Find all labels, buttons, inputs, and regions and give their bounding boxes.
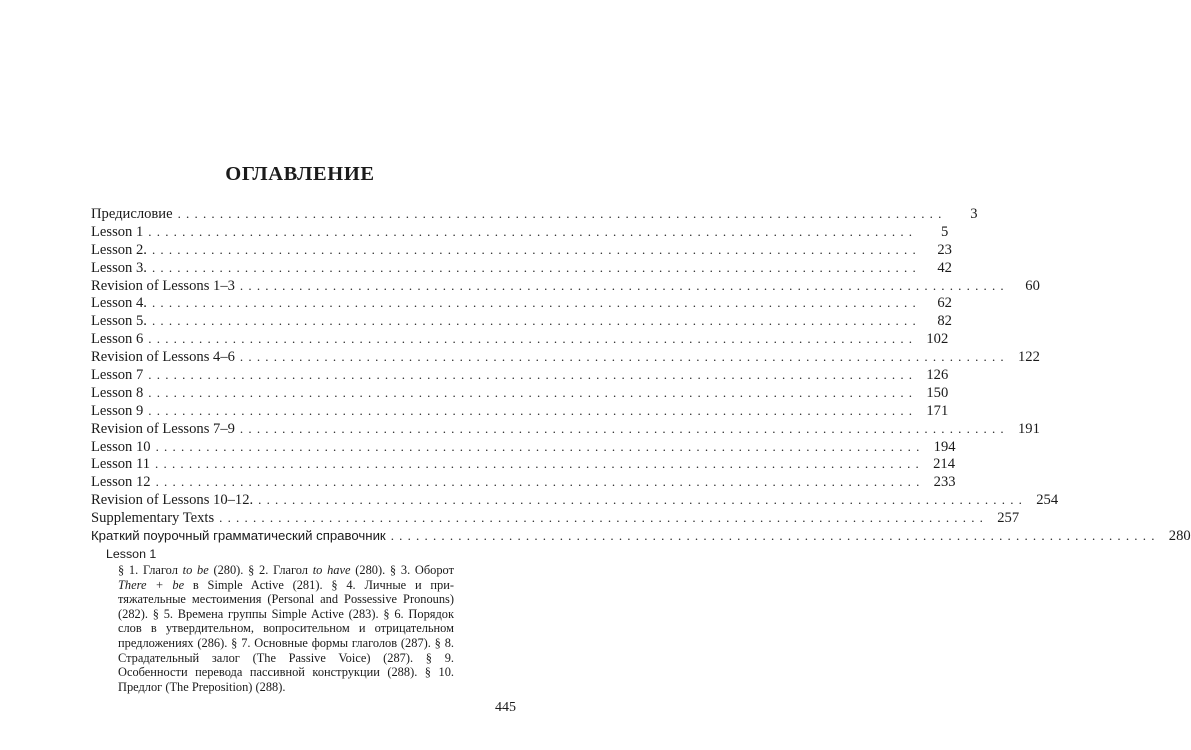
toc-entry-page: 102 xyxy=(926,331,949,348)
toc-entry-label: Lesson 10 xyxy=(91,438,151,455)
toc-entry-lesson-4[interactable] xyxy=(91,294,952,312)
toc-entry-lesson-12[interactable] xyxy=(91,473,956,491)
dot-leader: ........................................................................................... xyxy=(177,206,947,221)
detail-term-there-be: There + be xyxy=(118,577,185,592)
toc-entry-label: Revision of Lessons 4–6 xyxy=(91,349,235,366)
page-number: 445 xyxy=(495,700,516,715)
toc-entry-label: Lesson 12 xyxy=(91,474,151,491)
dot-leader: ........................................................................................... xyxy=(239,349,1009,365)
toc-entry-page: 214 xyxy=(933,456,955,473)
toc-entry-revision-10-12[interactable] xyxy=(91,491,1059,509)
toc-entry-page: 191 xyxy=(1017,420,1040,437)
detail-text-part: (280). § 3. Оборот xyxy=(350,563,454,577)
toc-entry-label: Lesson 7 xyxy=(91,367,144,384)
dot-leader: ........................................................................................... xyxy=(151,241,921,257)
toc-entry-page: 254 xyxy=(1036,492,1059,509)
dot-leader: ........................................................................................... xyxy=(151,259,921,275)
dot-leader: ........................................................................................... xyxy=(239,420,1009,436)
toc-entry-label: Lesson 8 xyxy=(91,384,144,401)
page-title: ОГЛАВЛЕНИЕ xyxy=(225,163,375,185)
toc-entry-lesson-6[interactable] xyxy=(91,330,949,348)
dot-leader: ........................................................................................... xyxy=(148,402,918,418)
toc-entry-label: Lesson 2. xyxy=(91,241,147,258)
toc-entry-label: Краткий поурочный грамматический справочник xyxy=(91,528,386,544)
dot-leader: ........................................................................................... xyxy=(151,295,921,311)
toc-entry-label: Предисловие xyxy=(91,206,173,222)
subsection-detail-text xyxy=(118,563,454,694)
toc-entry-label: Lesson 9 xyxy=(91,402,144,419)
toc-entry-page: 60 xyxy=(1025,277,1040,294)
toc-entry-page: 23 xyxy=(937,241,952,258)
toc-entry-revision-4-6[interactable] xyxy=(91,348,1040,366)
toc-entry-label: Lesson 1 xyxy=(91,223,144,240)
dot-leader: ........................................................................................... xyxy=(151,313,921,329)
toc-entry-label: Lesson 11 xyxy=(91,456,151,473)
toc-entry-page: 194 xyxy=(933,438,956,455)
toc-entry-label: Lesson 6 xyxy=(91,331,144,348)
toc-entry-preface[interactable] xyxy=(91,205,978,223)
detail-text-part: § 1. Глагол xyxy=(118,563,183,577)
dot-leader: ........................................................................................... xyxy=(239,277,1009,293)
dot-leader: ........................................................................................... xyxy=(148,367,918,383)
toc-entry-label: Lesson 3. xyxy=(91,259,147,276)
toc-entry-lesson-2[interactable] xyxy=(91,241,952,259)
table-of-contents xyxy=(91,205,1191,545)
dot-leader: ........................................................................................... xyxy=(219,510,989,526)
toc-entry-lesson-7[interactable] xyxy=(91,366,949,384)
dot-leader: ........................................................................................... xyxy=(148,223,918,239)
detail-term-to-have: to have xyxy=(312,563,351,577)
toc-entry-page: 257 xyxy=(997,510,1020,527)
toc-entry-page: 233 xyxy=(933,474,956,491)
toc-entry-lesson-11[interactable] xyxy=(91,455,955,473)
toc-entry-lesson-10[interactable] xyxy=(91,438,956,456)
detail-text-part: (280). § 2. Глагол xyxy=(208,563,313,577)
toc-entry-page: 5 xyxy=(940,223,949,240)
toc-entry-page: 82 xyxy=(937,313,952,330)
toc-entry-revision-7-9[interactable] xyxy=(91,420,1040,438)
dot-leader: ........................................................................................... xyxy=(258,492,1028,508)
toc-entry-page: 150 xyxy=(926,384,949,401)
toc-entry-page: 122 xyxy=(1017,349,1040,366)
toc-entry-lesson-5[interactable] xyxy=(91,312,952,330)
toc-entry-lesson-1[interactable] xyxy=(91,223,949,241)
toc-entry-lesson-9[interactable] xyxy=(91,402,949,420)
toc-entry-page: 62 xyxy=(937,295,952,312)
toc-entry-revision-1-3[interactable] xyxy=(91,277,1040,295)
toc-entry-lesson-8[interactable] xyxy=(91,384,949,402)
dot-leader: ........................................................................................... xyxy=(155,456,924,472)
toc-entry-label: Lesson 5. xyxy=(91,313,147,330)
dot-leader: ........................................................................................... xyxy=(148,384,918,400)
dot-leader: ........................................................................................... xyxy=(148,331,918,347)
toc-entry-page: 280 xyxy=(1168,528,1191,545)
toc-entry-grammar-reference[interactable] xyxy=(91,527,1191,545)
toc-entry-label: Revision of Lessons 1–3 xyxy=(91,277,235,294)
detail-text-part: в Simple Active (281). § 4. Личные и притяжательные местоимения (Personal and Possessive Pronouns) (282). § 5. Времена группы Simple Active (283). § 6. Порядок слов в утвердительном, вопросительном и отрицательном предложениях (286). § 7. Основные формы глаголов (287). § 8. Страдательный залог (The Passive Voice) (287). § 9. Особенности перевода пассивной конструкции (288). § 10. Предлог (The Preposition) (288). xyxy=(118,577,454,694)
toc-entry-page: 3 xyxy=(970,206,978,222)
toc-entry-page: 171 xyxy=(926,402,949,419)
dot-leader: ........................................................................................... xyxy=(155,474,925,490)
toc-entry-label: Lesson 4. xyxy=(91,295,147,312)
toc-entry-label: Revision of Lessons 7–9 xyxy=(91,420,235,437)
detail-term-to-be: to be xyxy=(182,563,209,577)
toc-entry-page: 42 xyxy=(937,259,952,276)
toc-entry-lesson-3[interactable] xyxy=(91,259,952,277)
toc-entry-label: Supplementary Texts xyxy=(91,510,215,527)
dot-leader: ........................................................................................... xyxy=(390,528,1160,544)
toc-entry-supplementary-texts[interactable] xyxy=(91,509,1020,527)
dot-leader: ........................................................................................... xyxy=(155,438,925,454)
toc-entry-page: 126 xyxy=(926,367,949,384)
subsection-heading: Lesson 1 xyxy=(106,547,157,561)
toc-entry-label: Revision of Lessons 10–12. xyxy=(91,492,254,509)
